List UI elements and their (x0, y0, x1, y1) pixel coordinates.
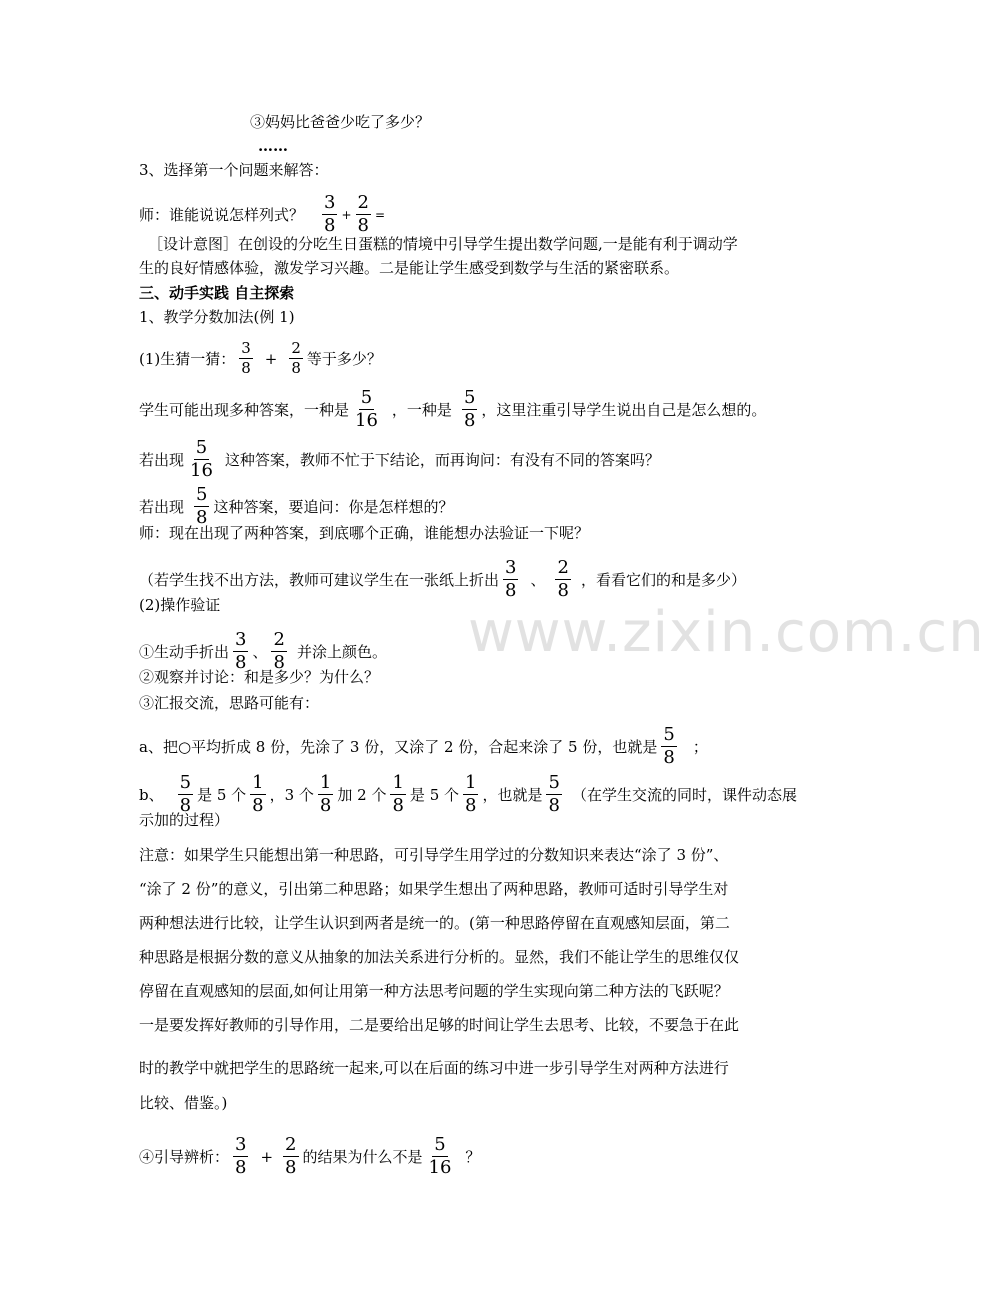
observe-line (139, 667, 379, 687)
text: “涂了 2 份”的意义，引出第二种思路；如果学生想出了两种思路，教师可适时引导学生对 (139, 880, 729, 898)
text: 停留在直观感知的层面,如何让用第一种方法思考问题的学生实现向第二种方法的飞跃呢？ (139, 982, 729, 1000)
fraction: $\frac{5}{8}$ (463, 387, 476, 431)
fraction: $\frac{2}{8}$ (285, 1134, 297, 1178)
text: 1、教学分数加法(例 1) (139, 308, 295, 326)
fraction: $\frac{1}{8}$ (392, 772, 404, 816)
answers-line (139, 389, 766, 430)
fraction: $\frac{3}{8}$ (241, 339, 251, 377)
text: 的结果为什么不是 (302, 1147, 423, 1166)
note-line-1 (139, 845, 728, 865)
approach-b-line (139, 774, 797, 815)
text: 种思路是根据分数的意义从抽象的加法关系进行分析的。显然，我们不能让学生的思维仅仅 (139, 948, 740, 966)
approach-b-continued (139, 810, 229, 830)
fraction: $\frac{2}{8}$ (357, 192, 369, 236)
text: 这种答案，教师不忙于下结论，而再询问：有没有不同的答案吗？ (224, 450, 660, 469)
text: 若出现 (139, 450, 185, 469)
text: 是 5 个 (409, 785, 460, 804)
fraction: $\frac{5}{16}$ (428, 1134, 452, 1178)
text: 时的教学中就把学生的思路统一起来,可以在后面的练习中进一步引导学生对两种方法进行 (139, 1059, 729, 1077)
fraction: $\frac{2}{8}$ (273, 629, 285, 673)
text: 是 5 个 (197, 785, 247, 804)
case-5-8-line (139, 486, 453, 527)
fraction: $\frac{5}{8}$ (663, 724, 675, 768)
text: 等于多少？ (306, 349, 382, 368)
text: ？ (465, 1147, 481, 1166)
fraction: $\frac{5}{16}$ (190, 437, 213, 481)
guide-analysis-line (139, 1136, 480, 1177)
note-line-8 (139, 1093, 227, 1113)
text: 示加的过程） (139, 811, 230, 829)
text: ④引导辨析： (139, 1147, 230, 1166)
text: ，这里注重引导学生说出自己是怎么想的。 (481, 400, 767, 419)
fraction: $\frac{1}{8}$ (252, 772, 264, 816)
text: ； (692, 737, 708, 756)
section-heading (139, 283, 294, 303)
text: 这种答案，要追问：你是怎样想的？ (213, 497, 454, 516)
teacher-expression-line (139, 194, 385, 235)
text: ［设计意图］在创设的分吃生日蛋糕的情境中引导学生提出数学问题,一是能有利于调动学 (148, 235, 738, 253)
text: ①生动手折出 (139, 642, 230, 661)
fraction: $\frac{3}{8}$ (324, 192, 336, 236)
text: 并涂上颜色。 (296, 642, 387, 661)
fraction: $\frac{3}{8}$ (505, 557, 517, 601)
report-line (139, 693, 319, 713)
fraction: $\frac{5}{8}$ (548, 772, 560, 816)
text: 3、选择第一个问题来解答： (139, 161, 329, 179)
plus-sign: + (264, 349, 278, 368)
plus-sign: + (260, 1147, 274, 1166)
text: 一是要发挥好教师的引导作用，二是要给出足够的时间让学生去思考、比较，不要急于在此 (139, 1016, 740, 1034)
text: 两种想法进行比较，让学生认识到两者是统一的。(第一种思路停留在直观感知层面，第二 (139, 914, 730, 932)
note-line-7 (139, 1058, 729, 1078)
text: ③妈妈比爸爸少吃了多少？ (250, 113, 431, 131)
design-intent-line-1 (148, 234, 738, 254)
text: ，3 个 (269, 785, 314, 804)
text: a、把○平均折成 8 份，先涂了 3 份，又涂了 2 份，合起来涂了 5 份，也就是 (139, 737, 658, 756)
text: ，也就是 (482, 785, 543, 804)
text: 学生可能出现多种答案，一种是 (139, 400, 350, 419)
equals-sign: = (374, 207, 386, 222)
case-5-16-line (139, 439, 660, 480)
text: …… (258, 137, 288, 155)
heading-text: 三、动手实践 自主探索 (139, 284, 295, 302)
approach-a-line (139, 726, 708, 767)
text: （若学生找不出方法，教师可建议学生在一张纸上折出 (139, 570, 500, 589)
text: ，看看它们的和是多少） (580, 570, 746, 589)
note-line-3 (139, 913, 730, 933)
step-3-line (139, 160, 329, 180)
text: (2)操作验证 (139, 596, 221, 614)
fraction: $\frac{3}{8}$ (235, 629, 247, 673)
fraction: $\frac{2}{8}$ (291, 339, 301, 377)
fraction: $\frac{1}{8}$ (465, 772, 477, 816)
text: 师：谁能说说怎样列式？ (139, 205, 305, 224)
note-line-6 (139, 1015, 739, 1035)
note-line-2 (139, 879, 728, 899)
question-3 (250, 112, 430, 132)
suggestion-line (139, 559, 746, 600)
design-intent-line-2 (139, 258, 679, 278)
example-1-line (139, 307, 295, 327)
text: ③汇报交流，思路可能有： (139, 694, 320, 712)
plus-sign: + (341, 207, 352, 222)
text: 生的良好情感体验，激发学习兴趣。二是能让学生感受到数学与生活的紧密联系。 (139, 259, 680, 277)
fold-line (139, 631, 387, 672)
text: 若出现 (139, 497, 185, 516)
fraction: $\frac{5}{16}$ (355, 387, 378, 431)
note-line-5 (139, 981, 729, 1001)
text: (1)生猜一猜： (139, 349, 236, 368)
note-line-4 (139, 947, 739, 967)
operate-verify-line (139, 595, 220, 615)
guess-line (139, 341, 382, 376)
fraction: $\frac{5}{8}$ (179, 772, 192, 816)
fraction: $\frac{5}{8}$ (196, 484, 208, 528)
ellipsis (258, 136, 288, 156)
text: ，一种是 (391, 400, 452, 419)
text: （在学生交流的同时，课件动态展 (571, 785, 797, 804)
text: ②观察并讨论：和是多少？为什么？ (139, 668, 380, 686)
text: 比较、借鉴。) (139, 1094, 228, 1112)
text: 注意：如果学生只能想出第一种思路，可引导学生用学过的分数知识来表达“涂了 3 份”、 (139, 846, 729, 864)
text: b、 (139, 785, 164, 804)
watermark: www.zixin.com.cn (468, 600, 985, 665)
text: 加 2 个 (337, 785, 387, 804)
fraction: $\frac{1}{8}$ (319, 772, 332, 816)
text: 、 (530, 570, 546, 589)
text: 、 (252, 642, 268, 661)
fraction: $\frac{2}{8}$ (557, 557, 569, 601)
fraction: $\frac{3}{8}$ (235, 1134, 247, 1178)
teacher-verify-line (139, 523, 589, 543)
text: 师：现在出现了两种答案，到底哪个正确，谁能想办法验证一下呢？ (139, 524, 590, 542)
